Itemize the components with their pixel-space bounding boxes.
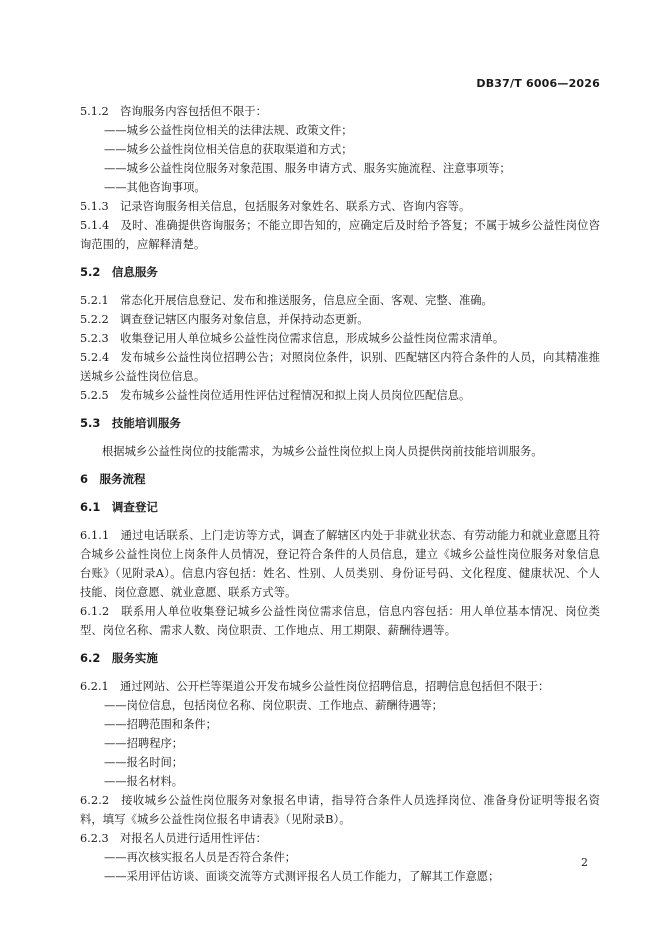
clause-5-2-3: 5.2.3 收集登记用人单位城乡公益性岗位需求信息，形成城乡公益性岗位需求清单。 <box>80 332 505 345</box>
clause-6-2-2: 6.2.2 接收城乡公益性岗位服务对象报名申请，指导符合条件人员选择岗位、准备身份证明等报名资料，填写《城乡公益性岗位报名申请表》（见附录B）。 <box>80 794 600 826</box>
paragraph-5-3: 根据城乡公益性岗位的技能需求，为城乡公益性岗位拟上岗人员提供岗前技能培训服务。 <box>102 445 543 458</box>
section-heading-5-3: 5.3 技能培训服务 <box>80 416 181 430</box>
page-number: 2 <box>581 856 588 869</box>
list-item: ——城乡公益性岗位相关信息的获取渠道和方式； <box>104 143 353 156</box>
section-heading-5-2: 5.2 信息服务 <box>80 265 158 279</box>
clause-6-1-1: 6.1.1 通过电话联系、上门走访等方式，调查了解辖区内处于非就业状态、有劳动能力和就业意愿且符合城乡公益性岗位上岗条件人员情况，登记符合条件的人员信息，建立《城乡公益性岗位服务对象信息台账》（见附录A）。信息内容包括：姓名、性别、人员类别、身份证号码、文化程度、健康状况、个人技能、岗位意愿、就业意愿、联系方式等。 <box>80 529 600 599</box>
list-item: ——城乡公益性岗位相关的法律法规、政策文件； <box>104 124 353 137</box>
list-item: ——其他咨询事项。 <box>104 181 206 194</box>
clause-5-2-2: 5.2.2 调查登记辖区内服务对象信息，并保持动态更新。 <box>80 313 369 326</box>
chapter-heading-6: 6 服务流程 <box>80 472 146 486</box>
clause-5-1-3: 5.1.3 记录咨询服务相关信息，包括服务对象姓名、联系方式、咨询内容等。 <box>80 200 471 213</box>
list-item: ——报名时间； <box>104 756 184 769</box>
section-heading-6-2: 6.2 服务实施 <box>80 651 158 665</box>
list-item: ——岗位信息，包括岗位名称、岗位职责、工作地点、薪酬待遇等； <box>104 699 443 712</box>
page-body <box>80 102 600 886</box>
clause-6-1-2: 6.1.2 联系用人单位收集登记城乡公益性岗位需求信息，信息内容包括：用人单位基本情况、岗位类型、岗位名称、需求人数、岗位职责、工作地点、用工期限、薪酬待遇等。 <box>80 605 600 637</box>
clause-5-2-5: 5.2.5 发布城乡公益性岗位适用性评估过程情况和拟上岗人员岗位匹配信息。 <box>80 389 471 402</box>
list-item: ——再次核实报名人员是否符合条件； <box>104 851 297 864</box>
clause-5-2-1: 5.2.1 常态化开展信息登记、发布和推送服务，信息应全面、客观、完整、准确。 <box>80 294 493 307</box>
clause-5-1-2: 5.1.2 咨询服务内容包括但不限于： <box>80 105 267 118</box>
clause-6-2-3: 6.2.3 对报名人员进行适用性评估： <box>80 832 267 845</box>
list-item: ——招聘范围和条件； <box>104 718 217 731</box>
clause-6-2-1: 6.2.1 通过网站、公开栏等渠道公开发布城乡公益性岗位招聘信息，招聘信息包括但不限于： <box>80 680 550 693</box>
document-code: DB37/T 6006—2026 <box>476 77 600 90</box>
section-heading-6-1: 6.1 调查登记 <box>80 500 158 514</box>
clause-5-1-4: 5.1.4 及时、准确提供咨询服务；不能立即告知的，应确定后及时给予答复；不属于城乡公益性岗位咨询范围的，应解释清楚。 <box>80 219 600 251</box>
list-item: ——招聘程序； <box>104 737 184 750</box>
list-item: ——城乡公益性岗位服务对象范围、服务申请方式、服务实施流程、注意事项等； <box>104 162 511 175</box>
list-item: ——采用评估访谈、面谈交流等方式测评报名人员工作能力，了解其工作意愿； <box>104 870 500 883</box>
clause-5-2-4: 5.2.4 发布城乡公益性岗位招聘公告；对照岗位条件，识别、匹配辖区内符合条件的人员，向其精准推送城乡公益性岗位信息。 <box>80 351 600 383</box>
list-item: ——报名材料。 <box>104 775 184 788</box>
